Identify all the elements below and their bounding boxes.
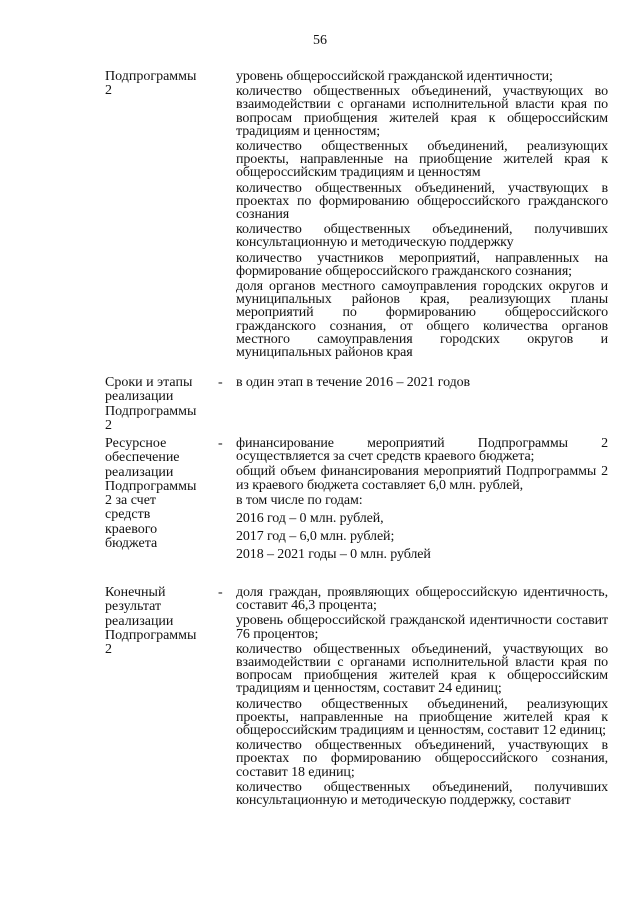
section-dash: - — [218, 375, 223, 390]
paragraph: финансирование мероприятий Подпрограммы 2 осуществляется за счет средств краевого бюджета; — [236, 436, 608, 465]
paragraph: доля органов местного самоуправления городских округов и муниципальных районов края, реализующих планы мероприятий по формированию общероссийского гражданского сознания, от общего количества органов местного самоуправления городских округов и муниципальных районов края — [236, 279, 608, 361]
paragraph: 2016 год – 0 млн. рублей, — [236, 510, 384, 526]
section-content — [236, 70, 608, 361]
paragraph: уровень общероссийской гражданской идентичности составит 76 процентов; — [236, 613, 608, 642]
section-label: Подпрограммы 2 — [105, 69, 197, 99]
paragraph: доля граждан, проявляющих общероссийскую идентичность, составит 46,3 процента; — [236, 585, 608, 614]
paragraph: количество общественных объединений, реализующих проекты, направленные на приобщение жителей края к общероссийским традициям и ценностям, составит 12 единиц; — [236, 696, 608, 739]
paragraph: количество общественных объединений, участвующих во взаимодействии с органами исполнительной власти края по вопросам приобщения жителей края к общероссийским традициям и ценностям; — [236, 84, 608, 139]
paragraph: количество общественных объединений, реализующих проекты, направленные на приобщение жителей края к общероссийским традициям и ценностям — [236, 139, 608, 181]
paragraph: в том числе по годам: — [236, 492, 363, 508]
paragraph: количество участников мероприятий, направленных на формирование общероссийского гражданского сознания; — [236, 250, 608, 279]
paragraph: количество общественных объединений, получивших консультационную и методическую поддержку — [236, 222, 608, 251]
paragraph: количество общественных объединений, участвующих в проектах по формированию общероссийского сознания, составит 18 единиц; — [236, 738, 608, 780]
section-content — [236, 586, 608, 809]
section-content — [236, 376, 608, 391]
paragraph: количество общественных объединений, участвующих в проектах по формированию общероссийского гражданского сознания — [236, 180, 608, 223]
section-dash: - — [218, 585, 223, 600]
paragraph: 2018 – 2021 годы – 0 млн. рублей — [236, 546, 431, 562]
paragraph: уровень общероссийской гражданской идентичности; — [236, 69, 553, 84]
section-content — [236, 437, 608, 566]
paragraph: количество общественных объединений, получивших консультационную и методическую поддержку, составит — [236, 779, 608, 809]
paragraph: в один этап в течение 2016 – 2021 годов — [236, 375, 471, 390]
section-dash: - — [218, 436, 223, 451]
section-label: Сроки и этапы реализации Подпрограммы 2 — [105, 375, 197, 433]
page-number: 56 — [313, 33, 327, 48]
paragraph: количество общественных объединений, участвующих во взаимодействии с органами исполнительной власти края по вопросам приобщения жителей края к общероссийским традициям и ценностям, составит 24 единиц; — [236, 641, 608, 697]
section-label: Конечный результат реализации Подпрограммы 2 — [105, 585, 197, 658]
paragraph: 2017 год – 6,0 млн. рублей; — [236, 528, 395, 544]
funding-by-year — [236, 494, 608, 562]
paragraph: общий объем финансирования мероприятий Подпрограммы 2 из краевого бюджета составляет 6,0 млн. рублей, — [236, 464, 608, 493]
section-label: Ресурсное обеспечение реализации Подпрограммы 2 за счет средств краевого бюджета — [105, 436, 197, 552]
